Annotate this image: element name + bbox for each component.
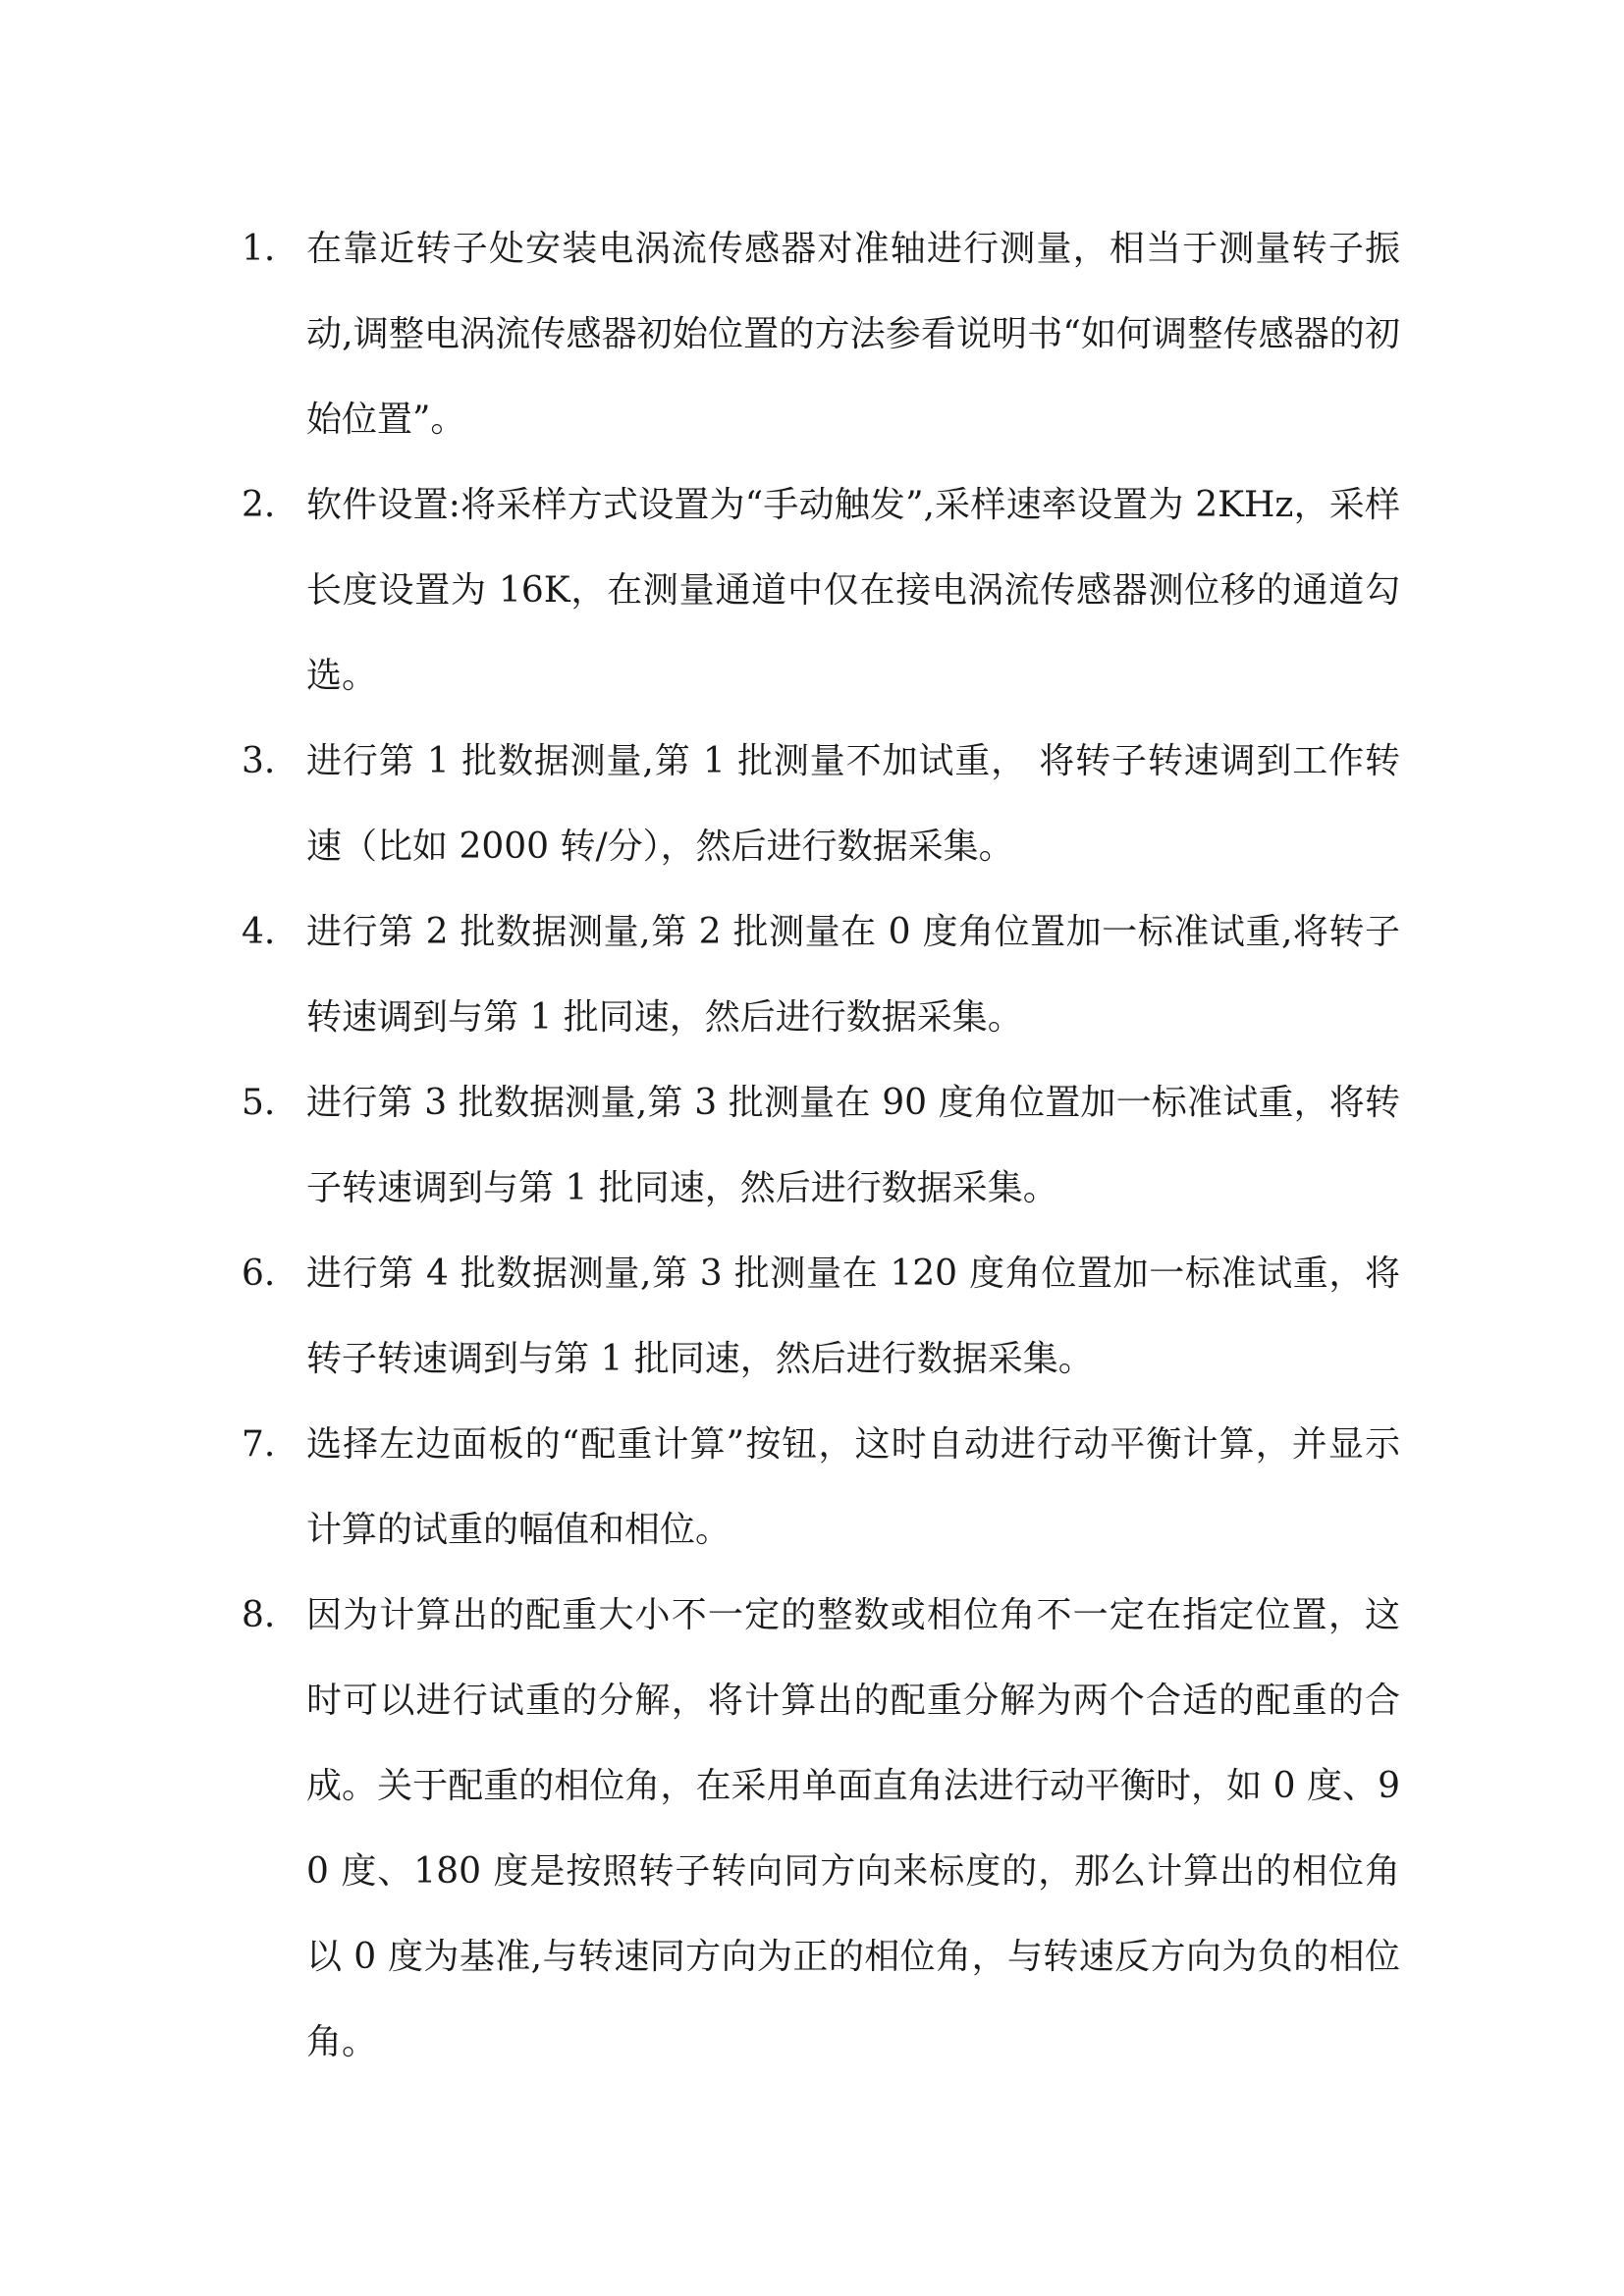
list-item-number: 6. [242,1254,276,1294]
list-item [242,1060,1400,1231]
list-item-text: 因为计算出的配重大小不一定的整数或相位角不一定在指定位置，这时可以进行试重的分解，将计算出的配重分解为两个合适的配重的合成。关于配重的相位角，在采用单面直角法进行动平衡时，如 0 度、90 度、180 度是按照转子转向同方向来标度的，那么计算出的相位角以 0 度为基准,与转速同方向为正的相位角，与转速反方向为负的相位角。 [306,1595,1400,2062]
list-item [242,719,1400,889]
list-item [242,889,1400,1060]
list-item-number: 1. [242,229,276,269]
list-item [242,206,1400,462]
list-item-text: 进行第 2 批数据测量,第 2 批测量在 0 度角位置加一标准试重,将转子转速调到与第 1 批同速，然后进行数据采集。 [306,912,1400,1038]
list-item-number: 7. [242,1424,276,1465]
list-item-text: 进行第 4 批数据测量,第 3 批测量在 120 度角位置加一标准试重，将转子转速调到与第 1 批同速，然后进行数据采集。 [306,1254,1400,1379]
list-item [242,1573,1400,2085]
list-item-text: 选择左边面板的“配重计算”按钮，这时自动进行动平衡计算，并显示计算的试重的幅值和相位。 [306,1424,1400,1550]
list-item [242,462,1400,719]
list-item-number: 4. [242,912,276,952]
list-item [242,1231,1400,1402]
list-item-text: 在靠近转子处安装电涡流传感器对准轴进行测量，相当于测量转子振动,调整电涡流传感器初始位置的方法参看说明书“如何调整传感器的初始位置”。 [306,229,1400,440]
list-item-number: 2. [242,485,276,525]
list-item-text: 进行第 1 批数据测量,第 1 批测量不加试重， 将转子转速调到工作转速（比如 2000 转/分），然后进行数据采集。 [306,741,1400,867]
list-item-number: 8. [242,1595,276,1635]
list-item [242,1402,1400,1573]
list-item-number: 3. [242,741,276,781]
list-item-text: 进行第 3 批数据测量,第 3 批测量在 90 度角位置加一标准试重，将转子转速调到与第 1 批同速，然后进行数据采集。 [306,1083,1400,1208]
list-item-text: 软件设置:将采样方式设置为“手动触发”,采样速率设置为 2KHz，采样长度设置为 16K，在测量通道中仅在接电涡流传感器测位移的通道勾选。 [306,485,1400,696]
list-item-number: 5. [242,1083,276,1123]
instruction-list [242,206,1400,2085]
